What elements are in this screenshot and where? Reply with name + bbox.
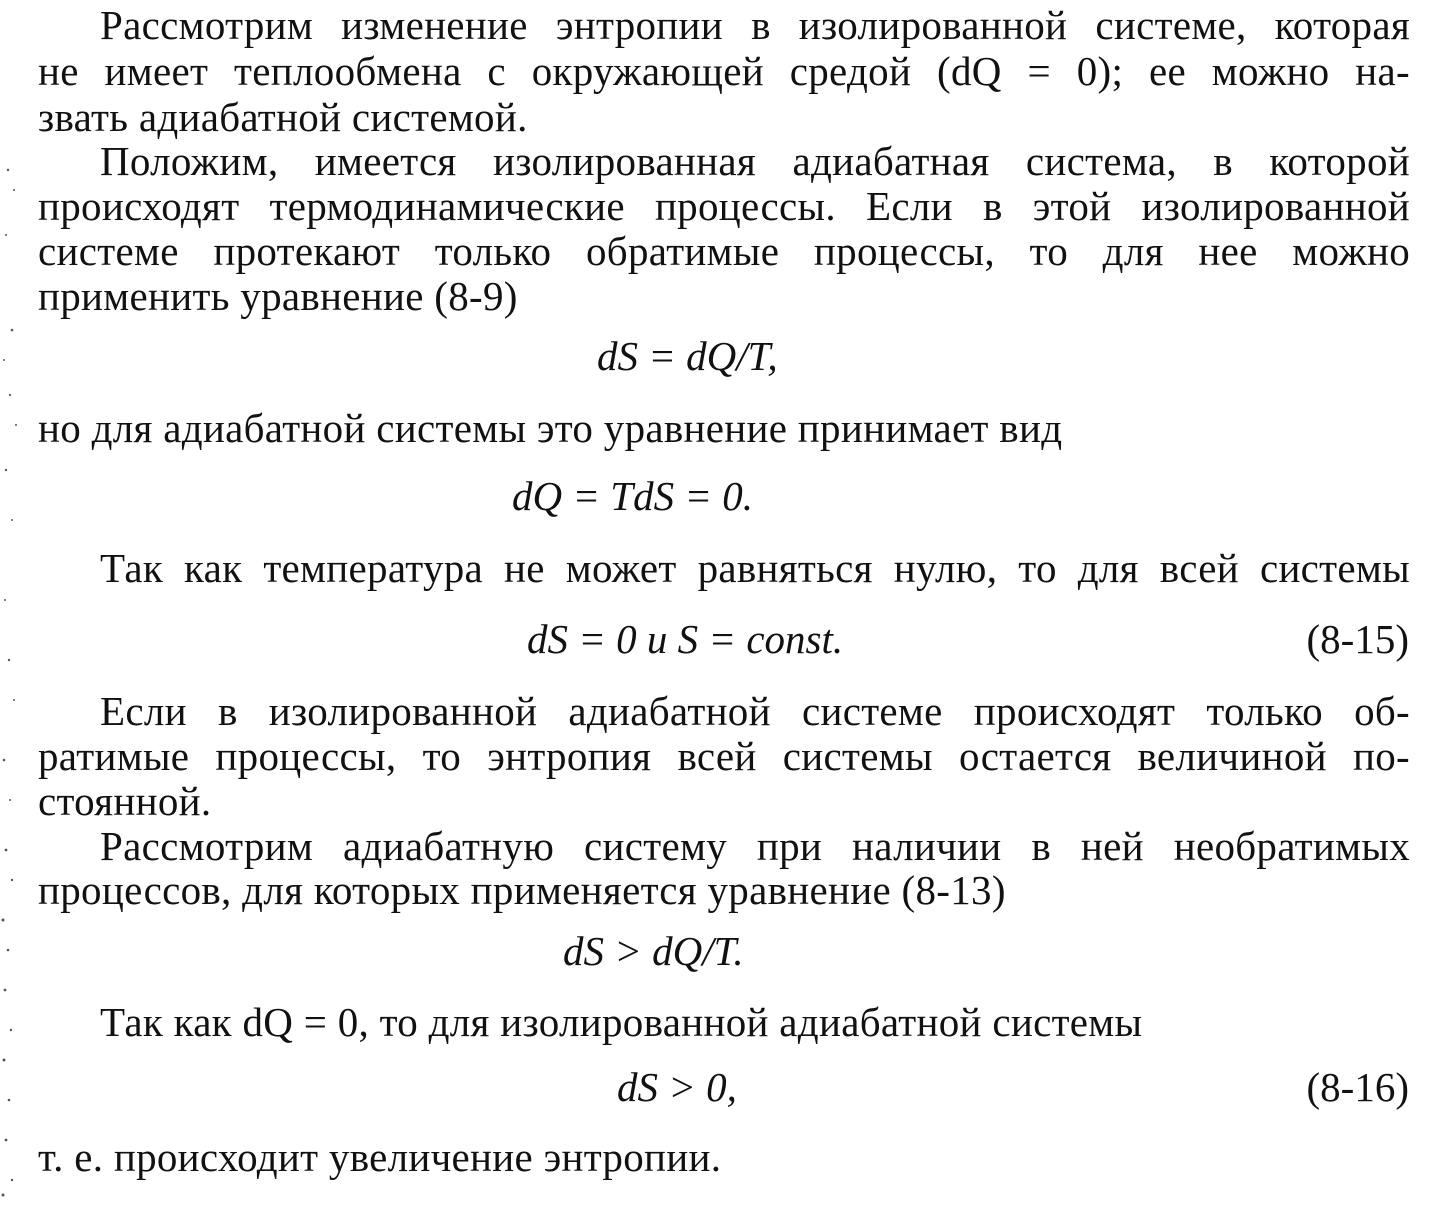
text-line: происходят термодинамические процессы. Если в этой изолированной [38, 183, 1410, 229]
text-line: системе протекают только обратимые процессы, то для нее можно [38, 228, 1410, 274]
equation-number: (8-16) [1306, 1064, 1409, 1110]
text-line: т. е. происходит увеличение энтропии. [38, 1134, 722, 1180]
formula-ds-gt-zero: dS > 0, [617, 1064, 737, 1110]
formula-ds-dq-t: dS = dQ/T, [597, 333, 778, 379]
text-line: применить уравнение (8-9) [38, 273, 518, 319]
formula-dq-tds-zero: dQ = TdS = 0. [512, 473, 753, 519]
text-line: Положим, имеется изолированная адиабатная система, в которой [100, 138, 1410, 184]
text-line: не имеет теплообмена с окружающей средой (dQ = 0); ее можно на- [38, 48, 1410, 94]
text-line: ратимые процессы, то энтропия всей системы остается величиной по- [38, 733, 1410, 779]
formula-ds-zero-s-const: dS = 0 и S = const. [527, 616, 844, 662]
text-line: Так как dQ = 0, то для изолированной адиабатной системы [100, 999, 1143, 1045]
text-line: стоянной. [38, 778, 212, 824]
equation-number: (8-15) [1306, 616, 1409, 662]
scan-noise-left-margin [0, 0, 40, 1206]
text-line: Если в изолированной адиабатной системе происходят только об- [100, 688, 1410, 734]
text-line: Так как температура не может равняться нулю, то для всей системы [100, 545, 1410, 591]
text-line: звать адиабатной системой. [38, 94, 528, 140]
text-line: процессов, для которых применяется уравнение (8-13) [38, 867, 1006, 913]
text-line: но для адиабатной системы это уравнение принимает вид [38, 405, 1063, 451]
formula-ds-gt-dq-t: dS > dQ/T. [563, 928, 744, 974]
text-line: Рассмотрим адиабатную систему при наличии в ней необратимых [100, 823, 1410, 869]
text-line: Рассмотрим изменение энтропии в изолированной системе, которая [100, 2, 1410, 48]
